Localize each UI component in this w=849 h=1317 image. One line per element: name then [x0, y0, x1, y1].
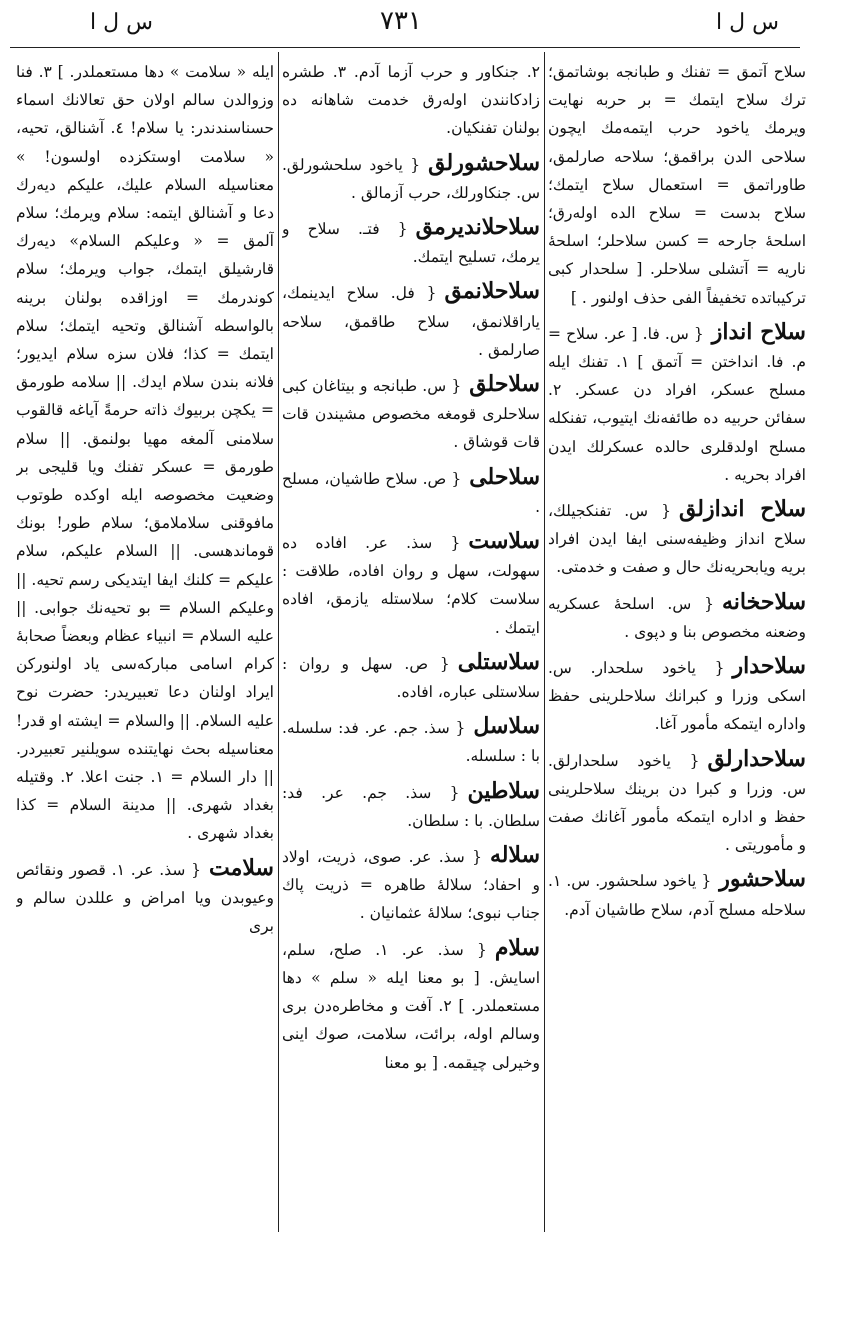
- entry-body: { یاخود سلحشور. س. ١. سلاحله مسلح آدم، سلاح طاشیان آدم.: [548, 872, 806, 919]
- entry-body: { یاخود سلحشورلق. س. جنکاورلك، حرب آزمالق .: [282, 155, 540, 202]
- entry-body: { س. اسلحهٔ عسکریه وضعنه مخصوص بنا و دپوی .: [548, 594, 806, 641]
- entry-body: { ص. سلاح طاشیان، مسلح .: [282, 469, 540, 516]
- dictionary-entry: [282, 149, 540, 207]
- entry-headword: سلاحلی: [469, 463, 540, 490]
- dictionary-entry: [282, 213, 540, 271]
- entry-headword: سلاله: [489, 842, 540, 869]
- entry-body: { فتـ. سلاح و یرمك، تسلیح ایتمك.: [282, 220, 540, 267]
- dictionary-entry: [282, 841, 540, 928]
- entry-headword: سلاحشورلق: [428, 149, 540, 176]
- dictionary-entry: [282, 648, 540, 706]
- dictionary-entry: [282, 777, 540, 835]
- dictionary-entry: [16, 58, 274, 848]
- entry-body: { س. فا. [ عر. سلاح = م. فا. انداختن = آتمق ] ١. تفنك ایله مسلح عسکر، افراد دن عسکر. ٢. سفائن حربیه ده طائفه‌نك ایتیوب، تفنکله مسلح اولدقلری حالده عسکرلك ایدن افراد بحریه .: [548, 324, 806, 484]
- entry-headword: سلاحلاندیرمق: [415, 214, 540, 241]
- entry-headword: سلاطین: [467, 777, 540, 804]
- entry-body: { ص. سهل و روان : سلاستلی عباره، افاده.: [282, 654, 540, 702]
- dictionary-entry: [16, 854, 274, 941]
- column-divider-left: [278, 52, 279, 1232]
- header-rule: [10, 47, 800, 48]
- dictionary-entry: [282, 463, 540, 521]
- entry-body: ٢. جنکاور و حرب آزما آدم. ٣. طشره زادکانندن اوله‌رق خدمت شاهانه ده بولنان تفنکیان.: [282, 63, 540, 138]
- entry-headword: سلاحلق: [469, 371, 540, 398]
- dictionary-entry: [548, 652, 806, 739]
- dictionary-entry: [548, 318, 806, 489]
- right-guide-word: س ل ا: [716, 10, 779, 35]
- dictionary-entry: [548, 58, 806, 312]
- entry-headword: سلاست: [468, 528, 540, 555]
- entry-body: { سذ. عر. ١. صلح، سلم، اسایش. [ بو معنا ایله « سلم » دها مستعملدر. ] ٢. آفت و مخاطره‌دن بری وسالم اوله، برائت، سلامت، صوك اینی وخیرلی چیقمه. [ بو معنا: [282, 940, 540, 1072]
- entry-body: { س. تفنکجیلك، سلاح انداز وظیفه‌سنی ایفا ایدن افراد بریه ویابحریه‌نك حال و صفت و خدمتی.: [548, 502, 806, 577]
- left-guide-word: س ل ا: [90, 10, 153, 35]
- dictionary-entry: [548, 865, 806, 923]
- entry-headword: سلامت: [209, 854, 274, 881]
- entry-headword: سلاحدار: [732, 653, 806, 680]
- entry-headword: سلاحدارلق: [707, 745, 806, 772]
- entry-body: { سذ. جم. عر. فد: سلطان. با : سلطان.: [282, 783, 540, 830]
- entry-body: { سذ. عر. ١. قصور ونقائص وعیوبدن ویا امراض و عللدن سالم و بری: [16, 860, 274, 936]
- entry-headword: سلاح انداز: [711, 318, 806, 345]
- dictionary-entry: [282, 934, 540, 1077]
- entry-body: سلاح آتمق = تفنك و طبانجه بوشاتمق؛ ترك سلاح ایتمك = بر حربه نهایت ویرمك یاخود حرب ایتمه‌مك ایچون سلاحی الدن براقمق؛ سلاحه صارلمق، طاوراتمق = استعمال سلاح ایتمك؛ سلاح بدست = سلاح الده اولەرق؛ اسلحهٔ جارحه = کسن سلاحلر؛ اسلحهٔ ناریه = آتشلی سلاحلر. [ سلحدار کبی ترکیباتده تخفیفاً الفی حذف اولنور . ]: [548, 63, 806, 307]
- entry-body: { سذ. عر. صوی، ذریت، اولاد و احفاد؛ سلالهٔ طاهره = ذریت پاك جناب نبوی؛ سلالهٔ عثمانیان .: [282, 848, 540, 923]
- entry-headword: سلاسل: [473, 713, 540, 740]
- dictionary-entry: [282, 527, 540, 642]
- dictionary-entry: [548, 745, 806, 860]
- column-right: [548, 58, 806, 1233]
- entry-body: { فل. سلاح ایدینمك، یاراقلانمق، سلاح طاقمق، سلاحه صارلمق .: [282, 284, 540, 359]
- page-number: ٧٣١: [380, 6, 422, 36]
- entry-headword: سلاحشور: [719, 866, 806, 893]
- entry-body: { س. طبانجه و بیتاغان کبی سلاحلری قومغه مخصوص مشیندن قات قات قوشاق .: [282, 377, 540, 452]
- column-middle: [282, 58, 540, 1233]
- dictionary-entry: [282, 712, 540, 770]
- entry-body: { سذ. عر. افاده ده سهولت، سهل و روان افاده، طلاقت : سلاست کلام؛ سلاستله یازمق، افاده ایتمك .: [282, 534, 540, 637]
- entry-headword: سلاح اندازلق: [678, 496, 806, 523]
- dictionary-entry: [282, 370, 540, 457]
- entry-headword: سلاحخانه: [722, 588, 806, 615]
- dictionary-entry: [282, 58, 540, 143]
- dictionary-entry: [548, 588, 806, 646]
- column-divider-right: [544, 52, 545, 1232]
- entry-headword: سلاحلانمق: [444, 278, 540, 305]
- entry-body: ایله « سلامت » دها مستعملدر. ] ٣. فنا وزوالدن سالم اولان حق تعالانك اسماء حسناسندندر: یا سلام! ٤. آشنالق، تحیه، « سلامت اوستکزده اولسون! » معناسیله السلام علیك، علیکم دیه‌رك دعا و آشنالق ایتمه: سلام ویرمك؛ سلام آلمق = « وعلیکم السلام» دیه‌رك قارشیلق ایتمك، جواب ویرمك؛ سلام کوندرمك = اوزاقده بولنان برینه بالواسطه آشنالق وتحیه ایتمك؛ سلام ایتمك = کذا؛ فلان سزه سلام ایدیور؛ فلانه بندن سلام ایدك. || سلامه طورمق = یکچن بربیوك ذاته حرمةً آیاغه قالقوب سلامنی آلمغه مهیا بولنمق. || سلام طورمق = عسکر تفنك ویا قلیجی بر وضعیت مخصوصه ایله اوکده طوتوب مافوقنی سلاملامق؛ سلام طور! بونك قوماندهسی. || السلام علیکم، سلام علیکم = کلنك ایفا ایتدیکی رسم تحیه. || وعلیکم السلام = بو تحیه‌نك جوابی. || علیه السلام = انبیاء عظام وبعضاً صحابهٔ کرام اسامی مبارکه‌سی یاد اولنورکن ایراد اولنان دعا تعبیریدر: حضرت نوح علیه السلام. || والسلام = ایشته او قدر! معناسیله بحث نهایتنده سویلنیر تعبیردر. || دار السلام = ١. جنت اعلا. ٢. وقتیله بغداد شهری. || مدینة السلام = کذا بغداد شهری .: [16, 63, 274, 843]
- entry-body: { سذ. جم. عر. فد: سلسله. با : سلسله.: [282, 719, 540, 766]
- entry-body: { یاخود سلحدار. س. اسکی وزرا و کبرانك سلاحلرینی حفظ واداره ایتمکه مأمور آغا.: [548, 659, 806, 734]
- entry-body: { یاخود سلحدارلق. س. وزرا و کبرا دن برینك سلاحلرینی حفظ و اداره ایتمکه مأمور آغانك صفت و مأموریتی .: [548, 751, 806, 855]
- entry-headword: سلام: [494, 934, 540, 961]
- page-header: [0, 0, 849, 50]
- column-left: [16, 58, 274, 1233]
- dictionary-entry: [282, 277, 540, 364]
- dictionary-entry: [548, 495, 806, 582]
- entry-headword: سلاستلی: [457, 648, 540, 675]
